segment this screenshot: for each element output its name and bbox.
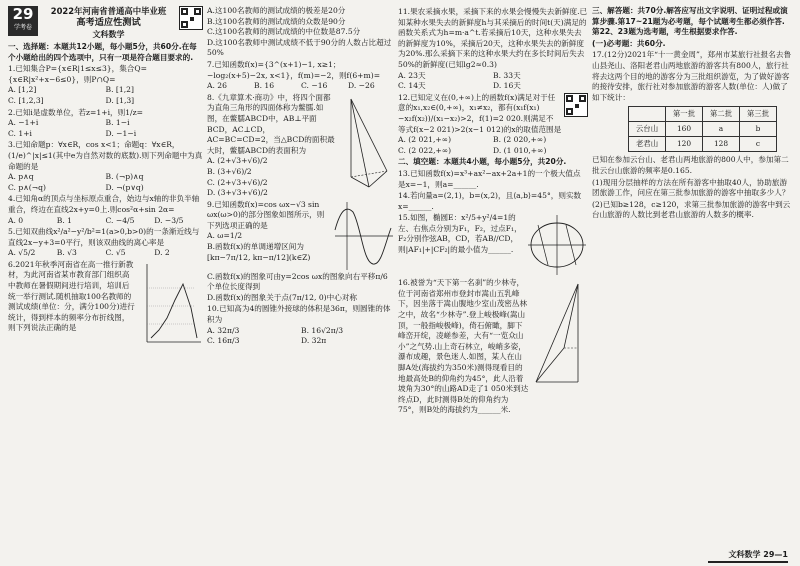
- sine-graph-figure: [333, 200, 395, 272]
- table-header-row: [629, 107, 777, 122]
- question-2: 2.已知i是虚数单位，若z=1+i，则1/z=: [8, 107, 143, 117]
- option: C. √5: [105, 248, 126, 258]
- question-17: 17.(12分)2021年“十一黄金周”，郑州市某旅行社报名去鲁山县尧山、洛阳老君山两地旅游的游客共有800人，旅行社将去这两个目的地的游客分为三批组织游览，为了做好游客的接待安排，旅行社对参加旅游的游客人数(单位：人)做了如下统计：: [592, 50, 792, 102]
- question-3-options-2: [8, 183, 203, 194]
- option: D. −26: [348, 81, 375, 91]
- question-10-options: [207, 326, 395, 337]
- table-cell: b: [740, 122, 777, 137]
- table-header-cell: 第二批: [703, 107, 740, 122]
- option: A. (2+√3+√6)/2: [207, 156, 268, 166]
- question-12: 12.已知定义在(0,+∞)上的函数f(x)满足对于任意的x₁,x₂∈(0,+∞)，x₁≠x₂，都有(x₁f(x₁)−x₂f(x₂))/(x₁−x₂)>2，f(1)=2 020.则满足不等式f(x−2 021)>2(x−1 012)的x的取值范围是: [398, 92, 562, 134]
- question-12-options-2: [398, 146, 588, 157]
- question-16-block: [398, 278, 588, 416]
- option: B. [1,2]: [105, 85, 134, 95]
- question-7-options: [207, 81, 395, 92]
- title-line-3: 文科数学: [92, 30, 125, 39]
- question-2-options: [8, 118, 203, 129]
- frequency-polygon-figure: [139, 260, 203, 352]
- title-line-1: 2022年河南省普通高中毕业班: [50, 6, 167, 16]
- option: B. (3+√6)/2: [207, 166, 252, 176]
- question-17-part-1: (1)现用分层抽样的方法在所有游客中抽取40人，协助旅游团旅游工作，问应在第三批参加旅游的游客中抽取多少人？: [592, 177, 790, 198]
- table-row: [629, 137, 777, 152]
- qr-code-icon: [564, 93, 588, 117]
- question-3: 3.已知命题p：∀x∈R，cos x<1；命题q：∀x∈R，(1/e)^|x|≤1(其中e为自然对数的底数).则下列命题中为真命题的是: [8, 140, 203, 171]
- option: C.这100名教师的测试成绩的中位数是87.5分: [207, 27, 361, 37]
- option: C. p∧(¬q): [8, 182, 46, 192]
- subsection-required: (一)必考题：共60分.: [592, 38, 666, 48]
- option: C. 1+i: [8, 128, 32, 138]
- table-header-cell: 第三批: [740, 107, 777, 122]
- section-3-title: 三、解答题：共70分.解答应写出文字说明、证明过程或演算步骤.第17~21题为必考题，每个试题考生都必须作答.第22、23题为选考题，考生根据要求作答.: [592, 6, 788, 37]
- option: C. (2+√3+√6)/2: [207, 177, 268, 187]
- question-16: 16.被誉为“天下第一名刹”的少林寺，位于河南省郑州市登封市嵩山五乳峰下，因坐落于嵩山腹地少室山茂密丛林之中，故名“少林寺”.登上峻极峰(嵩山顶，一般指峻极峰)，倚石俯瞰，脚下峰峦开绽，凌嵯参差，大有“一览众山小”之气势.山上奇石林立，峻峭多姿，瀑布成趣，景色迷人.如图，某人在山脚A处(海拔约为350米)测得现看目的地最高处B的仰角约为45°，此人沿着坡角为30°的山路AD走了1 050米到达终点D，此时测得B处的仰角约为75°，则B处的海拔约为______米.: [398, 278, 529, 415]
- option: C. 16π/3: [207, 336, 240, 346]
- column-2: [207, 6, 395, 347]
- tetrahedron-figure: [339, 93, 395, 193]
- option: B. (2 020,+∞): [493, 135, 547, 145]
- question-12-options: [398, 135, 588, 146]
- table-cell: a: [703, 122, 740, 137]
- question-12-block: [398, 93, 588, 135]
- page-footer: [729, 549, 788, 560]
- badge-subtitle: 学考卷: [13, 24, 32, 31]
- column-3: [398, 6, 588, 416]
- question-8: 8.《九章算术·商功》中，将四个面都为直角三角形的四面体称为鳖臑.如图，在鳖臑ABCD中，AB⊥平面BCD，AC⊥CD，AC=BC=CD=2，当△BCD的面积最大时，鳖臑ABCD的表面积为: [207, 92, 335, 155]
- option: A. 26: [207, 81, 227, 91]
- paper-titles: [42, 6, 175, 40]
- option: C. [1,2,3]: [8, 95, 44, 105]
- table-header-cell: [629, 107, 666, 122]
- option: D. 32π: [301, 336, 327, 346]
- option: B.这100名教师的测试成绩的众数是90分: [207, 16, 346, 26]
- question-2-options-2: [8, 129, 203, 140]
- question-5: 5.已知双曲线x²/a²−y²/b²=1(a>0,b>0)的一条渐近线与直线2x−y+3=0平行，则该双曲线的离心率是: [8, 227, 200, 247]
- option: A.这100名教师的测试成绩的极差是20分: [207, 6, 346, 15]
- question-3-options: [8, 172, 203, 183]
- paper-number-badge: [8, 6, 38, 36]
- ellipse-figure: [526, 213, 588, 277]
- question-5-options: [8, 248, 203, 259]
- option: D.函数f(x)的图象关于点(7π/12, 0)中心对称: [207, 292, 358, 302]
- question-7: 7.已知函数f(x)={3^(x+1)−1, x≥1；−log₂(x+5)−2x, x<1}，f(m)=−2，则f(6+m)=: [207, 59, 381, 80]
- paper-header: [8, 6, 203, 40]
- option: D. −3/5: [154, 215, 184, 225]
- table-row: [629, 122, 777, 137]
- option: A. −1+i: [8, 118, 39, 128]
- section-1-title: 一、选择题：本题共12小题，每小题5分，共60分.在每个小题给出的四个选项中，只有一项是符合题目要求的.: [8, 42, 197, 62]
- option: D.这100名教师中测试成绩不低于90分的人数占比超过50%: [207, 37, 392, 58]
- option: A. 0: [8, 215, 24, 225]
- question-11-options-2: [398, 81, 588, 92]
- table-cell: 128: [703, 137, 740, 152]
- table-header-cell: 第一批: [666, 107, 703, 122]
- question-1: 1.已知集合P={x∈R|1≤x≤3}，集合Q={x∈R|x²+x−6≤0}，则P∩Q=: [8, 64, 147, 84]
- badge-number: 29: [12, 5, 34, 23]
- question-17-condition: 已知在参加云台山、老君山两地旅游的800人中，参加第二批云台山旅游的频率是0.165.: [592, 155, 789, 175]
- mountain-figure: [532, 278, 588, 390]
- footer-rule: [708, 561, 788, 563]
- qr-code-icon: [179, 6, 203, 30]
- column-4: [592, 6, 792, 221]
- question-4-options: [8, 216, 203, 227]
- option: B. 16: [254, 81, 275, 91]
- table-cell: 云台山: [629, 122, 666, 137]
- option: C. −16: [301, 81, 328, 91]
- question-8-block: [207, 93, 395, 199]
- option: B.函数f(x)的单调递增区间为[kπ−7π/12, kπ−π/12](k∈Z): [207, 242, 311, 262]
- question-15: 15.如图，椭圆E：x²/5+y²/4=1的左、右焦点分别为F₁，F₂，过点F₁，F₂分别作弦AB，CD，若AB//CD，则|AF₁|+|CF₂|的最小值为______.: [398, 213, 522, 255]
- option: D. ¬(p∨q): [105, 182, 144, 192]
- option: D. 16天: [493, 81, 521, 91]
- footer-label: 文科数学 29—1: [728, 550, 788, 559]
- option: C. (2 022,+∞): [398, 145, 452, 155]
- option: A. ω=1/2: [207, 231, 243, 241]
- question-6: 6.2021年秋季河南省在高一推行新教材，为此河南省某市教育部门组织高中教师在暑假期间进行培训，培训后统一举行测试.随机抽取100名教师的测试成绩(单位：分，满分100分)进行统计，得到样本的频率分布折线图，则下列说法正确的是: [8, 259, 135, 333]
- option: B. 33天: [493, 70, 521, 80]
- option: A. 23天: [398, 70, 426, 80]
- option: D. (3+√3+√6)/2: [207, 188, 268, 198]
- option: D. [1,3]: [105, 95, 135, 105]
- question-1-options: [8, 85, 203, 96]
- option: D. (1 010,+∞): [493, 145, 547, 155]
- question-4: 4.已知角α的顶点与坐标原点重合，始边与x轴的非负半轴重合，终边在直线2x+y=0上.则cos²α+sin 2α=: [8, 194, 200, 214]
- table-cell: 120: [666, 137, 703, 152]
- question-11: 11.果农采摘水果，采摘下来的水果会慢慢失去新鲜度.已知某种水果失去的新鲜度h与其采摘后的时间t(天)满足的函数关系式为h=m·a^t.若采摘后10天，这种水果失去的新鲜度为10%，采摘后20天，这种水果失去的新鲜度为20%.那么采摘下来的这种水果大约在多长时间后失去50%的新鲜度(已知lg2≈0.3): [398, 7, 588, 69]
- option: A. 32π/3: [207, 325, 240, 335]
- question-14: 14.若向量a=(2,1)，b=(x,2)，且⟨a,b⟩=45°，则实数x=______.: [398, 191, 582, 211]
- table-cell: 老君山: [629, 137, 666, 152]
- option: D. 2: [154, 248, 170, 258]
- question-13: 13.已知函数f(x)=x³+ax²−ax+2a+1的一个极大值点是x=−1，则a=______.: [398, 168, 581, 189]
- option: A. [1,2]: [8, 85, 37, 95]
- question-9: 9.已知函数f(x)=cos ωx−√3 sin ωx(ω>0)的部分图象如图所示，则下列选项正确的是: [207, 199, 325, 230]
- column-1: [8, 6, 203, 352]
- question-11-options: [398, 71, 588, 82]
- question-1-options-2: [8, 96, 203, 107]
- question-17-part-2: (2)已知b≥128，c≥120，求第三批参加旅游的游客中到云台山旅游的人数比到老君山旅游的人数多的概率.: [592, 199, 791, 220]
- option: C.函数f(x)的图象可由y=2cos ωx的图象向右平移π/6个单位长度得到: [207, 271, 388, 292]
- question-9-block: [207, 200, 395, 272]
- option: B. 1−i: [105, 118, 130, 128]
- option: B. 16√2π/3: [301, 325, 344, 335]
- option: C. 14天: [398, 81, 426, 91]
- option: C. −4/5: [105, 215, 135, 225]
- table-cell: 160: [666, 122, 703, 137]
- question-15-block: [398, 213, 588, 277]
- option: A. (2 021,+∞): [398, 135, 452, 145]
- question-10-options-2: [207, 336, 395, 347]
- question-10: 10.已知高为4的圆锥外接球的体积是36π，则圆锥的体积为: [207, 304, 391, 325]
- table-cell: c: [740, 137, 777, 152]
- option: B. (¬p)∧q: [105, 172, 144, 182]
- option: B. √3: [56, 248, 77, 258]
- option: D. −1−i: [105, 128, 137, 138]
- option: A. p∧q: [8, 172, 34, 182]
- option: A. √5/2: [8, 248, 36, 258]
- title-line-2: 高考适应性测试: [76, 17, 141, 28]
- option: B. 1: [56, 215, 72, 225]
- question-6-block: [8, 260, 203, 352]
- visitor-table: [628, 106, 777, 152]
- section-2-title: 二、填空题：本题共4小题，每小题5分，共20分.: [398, 157, 567, 167]
